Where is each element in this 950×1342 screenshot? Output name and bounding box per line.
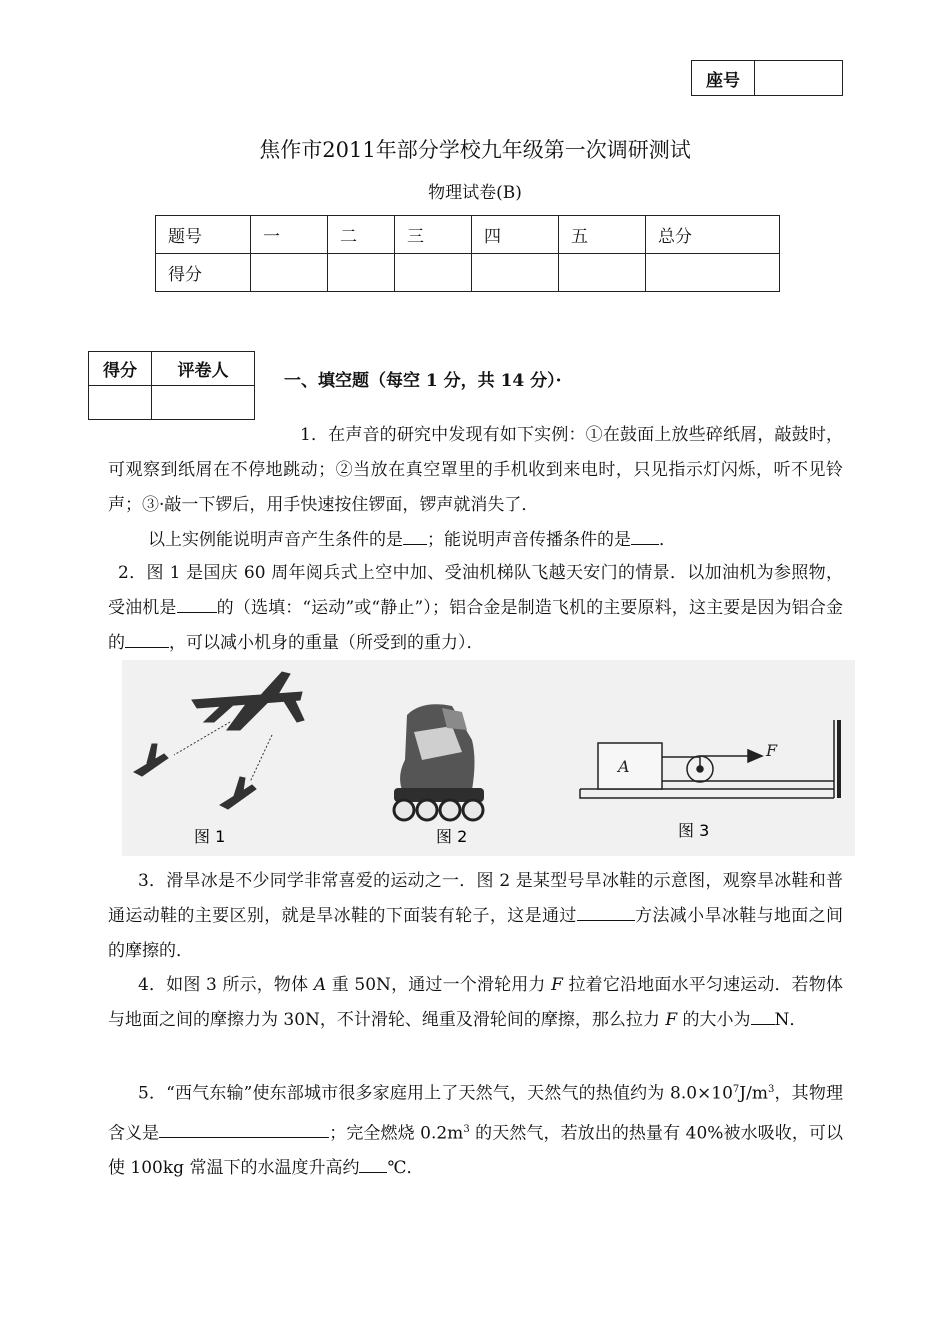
question-number: 4．: [138, 975, 167, 995]
answer-blank[interactable]: [359, 1154, 387, 1173]
skate-illustration: [394, 704, 484, 820]
exam-subtitle: 物理试卷(B): [428, 183, 522, 203]
question-text: ；能说明声音传播条件的是: [427, 530, 631, 550]
score-header-cell: 三: [395, 216, 472, 254]
answer-blank[interactable]: [577, 902, 635, 921]
score-header-cell: 五: [559, 216, 646, 254]
question-1: [108, 418, 843, 523]
grader-name-label: 评卷人: [152, 352, 255, 386]
question-1-prompt: [108, 523, 843, 558]
figure-2-caption: 图 2: [436, 827, 468, 846]
figures-illustration: [122, 660, 855, 856]
figure-1-caption: 图 1: [194, 827, 226, 846]
grader-name-field[interactable]: [152, 386, 255, 420]
answer-blank[interactable]: [403, 526, 427, 545]
score-cell[interactable]: [472, 254, 559, 292]
question-text: 的大小为: [677, 1010, 751, 1030]
question-text: ；完全燃烧 0.2m: [329, 1123, 464, 1144]
grader-score-label: 得分: [89, 352, 152, 386]
answer-blank[interactable]: [751, 1006, 775, 1025]
score-cell[interactable]: [395, 254, 472, 292]
question-text: ，其物理含义是: [108, 1083, 843, 1144]
question-text: 拉着它沿地面水平匀速运动．若物体与地面之间的摩擦力为 30N，不计滑轮、绳重及滑轮间的摩擦，那么拉力: [108, 975, 843, 1030]
score-table: [155, 215, 780, 292]
score-cell[interactable]: [646, 254, 780, 292]
score-header-cell: 一: [251, 216, 328, 254]
grader-box: [88, 351, 255, 420]
question-text: 如图 3 所示，物体: [166, 975, 314, 995]
score-cell[interactable]: [559, 254, 646, 292]
exponent: 3: [767, 1084, 775, 1095]
question-text: ．: [659, 530, 676, 550]
score-cell[interactable]: [328, 254, 395, 292]
variable-f: F: [551, 975, 563, 995]
exam-title: 焦作市2011年部分学校九年级第一次调研测试: [259, 138, 691, 162]
answer-blank[interactable]: [631, 526, 659, 545]
question-2: [108, 556, 843, 661]
question-4: [108, 968, 843, 1038]
variable-a: A: [313, 975, 327, 995]
question-text: 重 50N，通过一个滑轮用力: [326, 975, 552, 995]
question-text: 以上实例能说明声音产生条件的是: [148, 530, 403, 550]
score-header-cell: 题号: [156, 216, 251, 254]
question-text: 方法减小旱冰鞋与地面之间的摩擦的．: [108, 906, 844, 961]
question-text: N．: [774, 1010, 807, 1030]
score-cell[interactable]: [251, 254, 328, 292]
aircraft-illustration: [134, 672, 304, 809]
variable-f: F: [665, 1010, 678, 1030]
score-table-header-row: [156, 216, 780, 254]
grader-score-field[interactable]: [89, 386, 152, 420]
seat-value-field[interactable]: [755, 61, 843, 96]
question-text: 的天然气，若放出的热量有 40%被水吸收，可以使 100kg 常温下的水温度升高约: [108, 1123, 844, 1179]
question-number: 3．: [138, 871, 167, 891]
question-text: ℃．: [387, 1158, 424, 1179]
score-row-label: 得分: [156, 254, 251, 292]
question-text: “西气东输”使东部城市很多家庭用上了天然气，天然气的热值约为 8.0×10: [166, 1083, 733, 1104]
score-header-cell: 总分: [646, 216, 780, 254]
question-text: 图 1 是国庆 60 周年阅兵式上空中加、受油机梯队飞越天安门的情景．以加油机为参照物，受油机是: [108, 563, 843, 618]
question-text: 在声音的研究中发现有如下实例：①在鼓面上放些碎纸屑，敲鼓时，可观察到纸屑在不停地跳动；②当放在真空罩里的手机收到来电时，只见指示灯闪烁，听不见铃声；③·敲一下锣后，用手快速按住锣面，锣声就消失了．: [108, 425, 843, 515]
score-table-score-row: [156, 254, 780, 292]
question-number: 1．: [300, 425, 329, 445]
figures-panel: [122, 660, 855, 856]
force-label: F: [766, 741, 778, 760]
score-header-cell: 二: [328, 216, 395, 254]
exponent: 7: [732, 1084, 740, 1095]
block-label: A: [618, 757, 630, 776]
question-number: 5．: [138, 1083, 167, 1104]
seat-label: 座号: [692, 61, 755, 96]
question-number: 2．: [118, 563, 147, 583]
question-3: [108, 864, 843, 969]
question-text: 的（选填：“运动”或“静止”）；铝合金是制造飞机的主要原料，这主要是因为铝合金的: [108, 598, 844, 653]
score-header-cell: 四: [472, 216, 559, 254]
answer-blank[interactable]: [177, 594, 217, 613]
question-text: 滑旱冰是不少同学非常喜爱的运动之一．图 2 是某型号旱冰鞋的示意图，观察旱冰鞋和普通运动鞋的主要区别，就是旱冰鞋的下面装有轮子，这是通过: [108, 871, 843, 926]
question-text: ，可以减小机身的重量（所受到的重力）．: [169, 633, 484, 653]
answer-blank[interactable]: [159, 1119, 329, 1138]
answer-blank[interactable]: [125, 629, 169, 648]
seat-number-box: [691, 60, 843, 96]
question-5: [108, 1072, 843, 1186]
section-heading: 一、填空题（每空 1 分，共 14 分）·: [284, 371, 562, 391]
exponent: 3: [463, 1123, 470, 1135]
figure-3-caption: 图 3: [678, 821, 710, 840]
question-text: J/m: [739, 1083, 768, 1104]
